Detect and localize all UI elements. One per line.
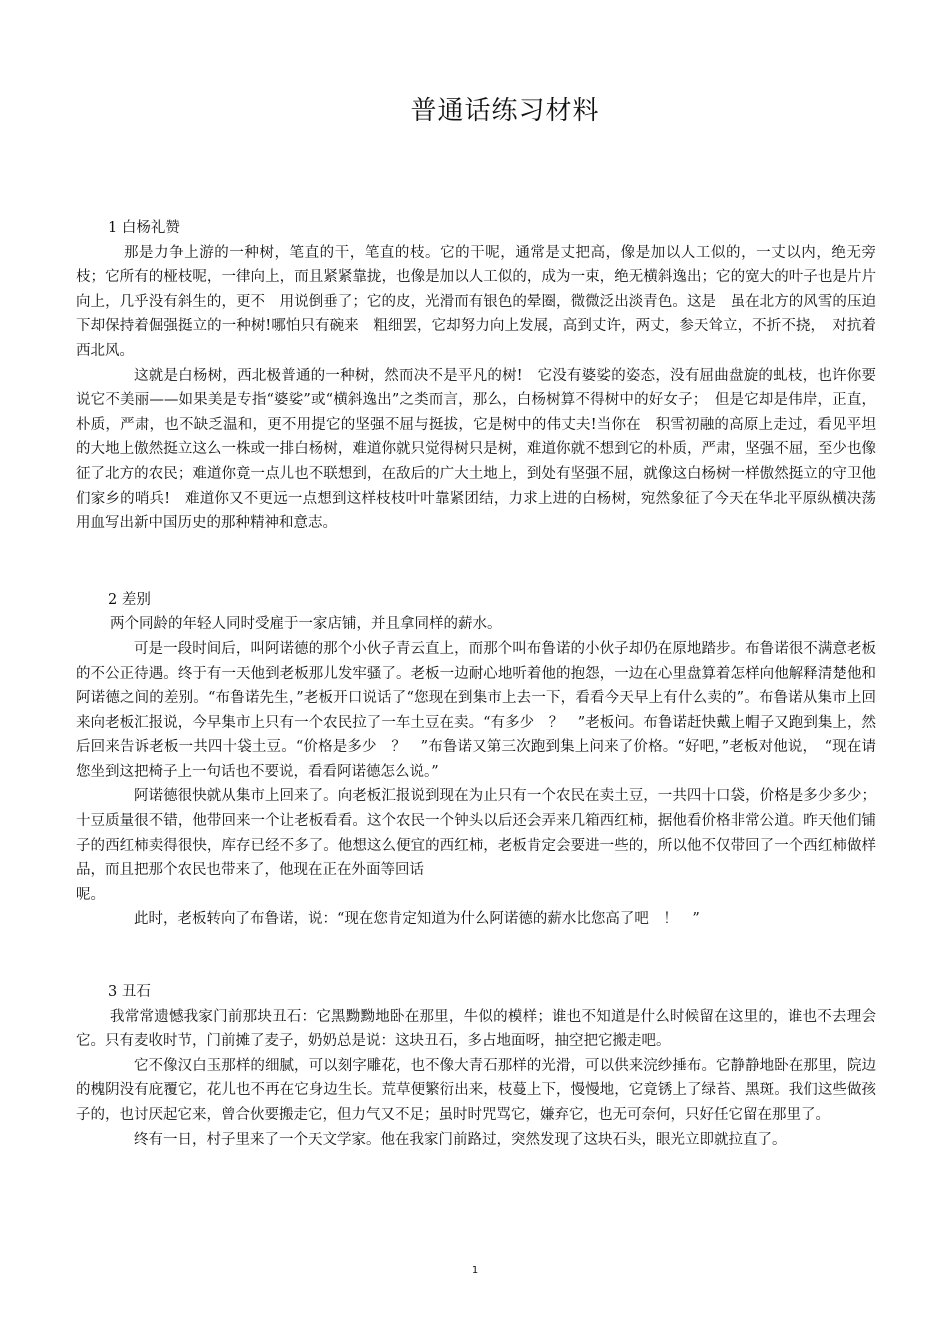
paragraph: 可是一段时间后，叫阿诺德的那个小伙子青云直上，而那个叫布鲁诺的小伙子却仍在原地踏步。布鲁诺很不满意老板的不公正待遇。终于有一天他到老板那儿发牢骚了。老板一边耐心地听着他的抱怨，一边在心里盘算着怎样向他解释清楚他和阿诺德之间的差别。“布鲁诺先生，”老板开口说话了“您现在到集市上去一下，看看今天早上有什么卖的”。布鲁诺从集市上回来向老板汇报说，今早集市上只有一个农民拉了一车土豆在卖。“有多少 ？ ”老板问。布鲁诺赶快戴上帽子又跑到集上，然后回来告诉老板一共四十袋土豆。“价格是多少 ？ ”布鲁诺又第三次跑到集上问来了价格。“好吧，”老板对他说， “现在请您坐到这把椅子上一句话也不要说，看看阿诺德怎么说。” bbox=[76, 640, 876, 780]
section-baiyang bbox=[76, 216, 876, 536]
section-heading: 1 白杨礼赞 bbox=[108, 220, 180, 236]
paragraph: 呢。 bbox=[76, 886, 105, 903]
paragraph: 此时，老板转向了布鲁诺，说：“现在您肯定知道为什么阿诺德的薪水比您高了吧 ！ ” bbox=[134, 911, 700, 928]
section-heading: 3 丑石 bbox=[108, 984, 151, 1001]
section-spacer bbox=[76, 932, 876, 980]
page-title: 普通话练习材料 bbox=[410, 96, 600, 126]
paragraph: 终有一日，村子里来了一个天文学家。他在我家门前路过，突然发现了这块石头，眼光立即就拉直了。 bbox=[134, 1131, 787, 1148]
section-spacer bbox=[76, 536, 876, 588]
document-body bbox=[76, 216, 876, 1152]
paragraph: 这就是白杨树，西北极普通的一种树，然而决不是平凡的树! 它没有婆娑的姿态，没有屈曲盘旋的虬枝，也许你要说它不美丽——如果美是专指“婆娑”或“横斜逸出”之类而言，那么，白杨树算不得树中的好女子； 但是它却是伟岸，正直，朴质，严肃，也不缺乏温和，更不用提它的坚强不屈与挺拔，它是树中的伟丈夫!当你在 积雪初融的高原上走过，看见平坦的大地上傲然挺立这么一株或一排白杨树，难道你就只觉得树只是树，难道你就不想到它的朴质，严肃，坚强不屈，至少也像征了北方的农民；难道你竟一点儿也不联想到，在敌后的广大土地上，到处有坚强不屈，就像这白杨树一样傲然挺立的守卫他们家乡的哨兵! 难道你又不更远一点想到这样枝枝叶叶靠紧团结，力求上进的白杨树，宛然象征了今天在华北平原纵横决荡用血写出新中国历史的那种精神和意志。 bbox=[76, 367, 876, 532]
paragraph: 阿诺德很快就从集市上回来了。向老板汇报说到现在为止只有一个农民在卖土豆，一共四十口袋，价格是多少多少；十豆质量很不错，他带回来一个让老板看看。这个农民一个钟头以后还会弄来几箱西红柿，据他看价格非常公道。昨天他们铺子的西红柿卖得很快，库存已经不多了。他想这么便宜的西红柿，老板肯定会要进一些的，所以他不仅带回了一个西红柿做样品，而且把那个农民也带来了，他现在正在外面等回话 bbox=[76, 788, 876, 879]
paragraph: 两个同龄的年轻人同时受雇于一家店铺，并且拿同样的薪水。 bbox=[110, 616, 502, 633]
paragraph: 它不像汉白玉那样的细腻，可以刻字雕花，也不像大青石那样的光滑，可以供来浣纱捶布。它静静地卧在那里，院边的槐阴没有庇覆它，花儿也不再在它身边生长。荒草便繁衍出来，枝蔓上下，慢慢地，它竟锈上了绿苔、黑斑。我们这些做孩子的，也讨厌起它来，曾合伙要搬走它，但力气又不足；虽时时咒骂它，嫌弃它，也无可奈何，只好任它留在那里了。 bbox=[76, 1057, 876, 1123]
section-chabie bbox=[76, 588, 876, 932]
section-choushi bbox=[76, 980, 876, 1152]
paragraph: 那是力争上游的一种树，笔直的干，笔直的枝。它的干呢，通常是丈把高，像是加以人工似的，一丈以内，绝无旁枝；它所有的桠枝呢，一律向上，而且紧紧靠拢，也像是加以人工似的，成为一束，绝无横斜逸出；它的宽大的叶子也是片片向上，几乎没有斜生的，更不 用说倒垂了；它的皮，光滑而有银色的晕圈，微微泛出淡青色。这是 虽在北方的风雪的压迫下却保持着倔强挺立的一种树!哪怕只有碗来 粗细罢，它却努力向上发展，高到丈许，两丈，参天耸立，不折不挠， 对抗着西北风。 bbox=[76, 244, 876, 359]
paragraph: 我常常遗憾我家门前那块丑石：它黑黝黝地卧在那里，牛似的模样；谁也不知道是什么时候留在这里的，谁也不去理会它。只有麦收时节，门前摊了麦子，奶奶总是说：这块丑石，多占地面呀，抽空把它搬走吧。 bbox=[76, 1008, 876, 1050]
page-number: 1 bbox=[471, 1265, 479, 1276]
section-heading: 2 差别 bbox=[108, 591, 151, 608]
